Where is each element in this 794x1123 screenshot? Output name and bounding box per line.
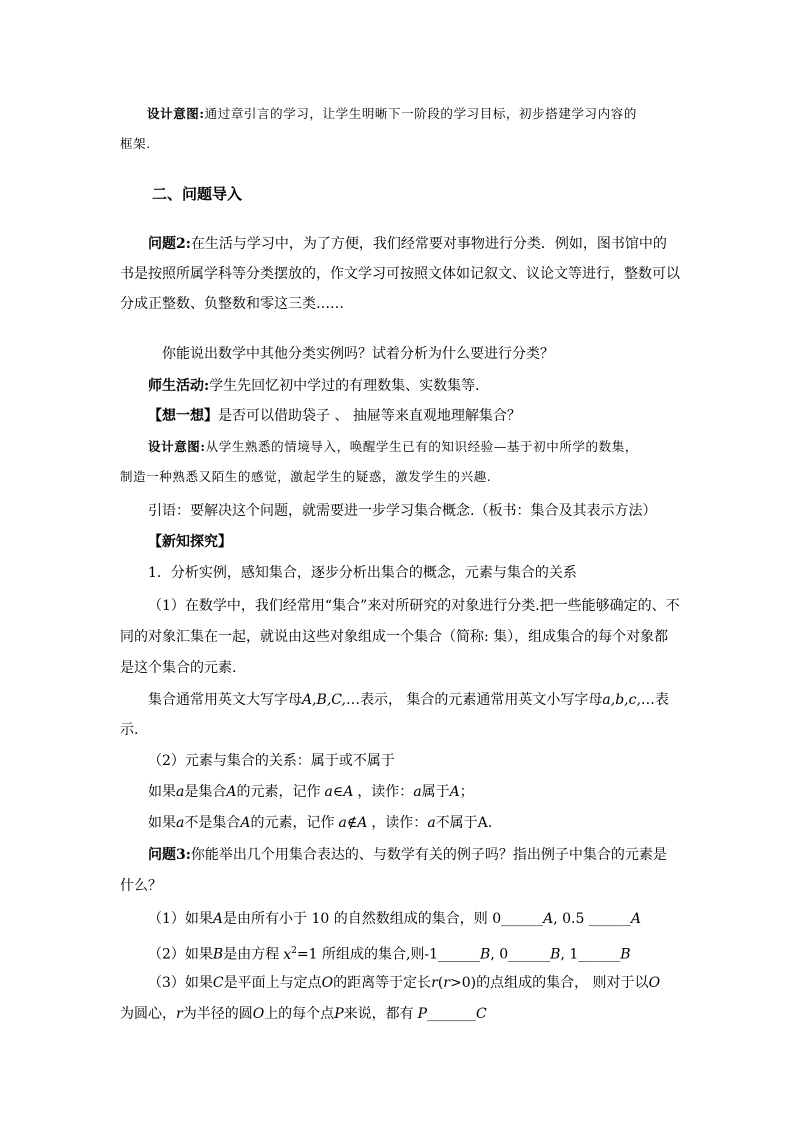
not-belong-notation: a∉A (338, 815, 368, 831)
text: _______ (427, 1006, 477, 1022)
notation-text: …表示， 集合的元素通常用英文小写字母 (345, 692, 603, 708)
text: 为半径的圆 (182, 1006, 253, 1022)
notation-text: 集合通常用英文大写字母 (148, 692, 302, 708)
var-A: A (240, 815, 251, 831)
belong-statement (148, 782, 474, 802)
var-O: O (252, 1006, 265, 1022)
design-intent-label: 设计意图: (147, 106, 205, 121)
question2-line1 (148, 234, 667, 254)
relation-heading: （2）元素与集合的关系：属于或不属于 (148, 753, 395, 769)
var-B: B (480, 946, 491, 963)
var-a: a (413, 784, 422, 800)
intro-statement: 引语：要解决这个问题，就需要进一步学习集合概念.（板书：集合及其表示方法） (148, 503, 657, 519)
question3-sub3-line1 (148, 973, 660, 993)
text: >0)的点组成的集合， 则对于以 (450, 975, 649, 991)
var-a: a (427, 815, 436, 831)
new-knowledge-item1: 1．分析实例，感知集合，逐步分析出集合的概念，元素与集合的关系 (148, 565, 577, 581)
text: 的距离等于定长 (333, 975, 432, 991)
design-intent-text: 通过章引言的学习，让学生明晰下一阶段的学习目标，初步搭建学习内容的 (204, 106, 637, 121)
text: 为圆心， (120, 1006, 176, 1022)
design-intent-text: 从学生熟悉的情境导入，唤醒学生已有的知识经验—基于初中所学的数集， (205, 439, 638, 454)
design-intent-label: 设计意图: (148, 439, 206, 454)
text: 来说，都有 (343, 1006, 414, 1022)
concept-paragraph-line1: （1）在数学中，我们经常用“集合”来对所研究的对象进行分类.把一些能够确定的、不 (148, 598, 680, 614)
text: 不是集合 (184, 815, 241, 831)
lowercase-letters: a,b,c, (602, 692, 641, 708)
text: （3）如果 (148, 975, 213, 991)
text: , 0.5 ______ (553, 911, 631, 927)
text: 如果 (148, 784, 176, 800)
think-label: 【想一想】 (148, 408, 218, 424)
question2-label: 问题2: (148, 236, 191, 252)
var-x: x (283, 946, 292, 963)
var-r: r (431, 975, 438, 991)
var-A: A (212, 911, 224, 927)
text: ，读作： (371, 815, 428, 831)
text: 是平面上与定点 (223, 975, 322, 991)
notation-paragraph-line1 (148, 690, 669, 710)
question3-line1 (148, 845, 667, 865)
question3-sub3-line2 (120, 1004, 487, 1024)
concept-paragraph-line2: 同的对象汇集在一起，就说由这些对象组成一个集合（简称: 集），组成集合的每个对象都 (120, 629, 669, 645)
text: 属于 (421, 784, 450, 800)
activity-text: 学生先回忆初中学过的有理数集、实数集等． (209, 378, 490, 394)
text: 是集合 (184, 784, 227, 800)
var-O: O (648, 975, 661, 991)
var-C: C (476, 1006, 487, 1022)
text: ( (437, 975, 444, 991)
think-prompt (148, 406, 521, 426)
var-A: A (449, 784, 460, 800)
text: , 1______ (560, 946, 621, 963)
text: 的元素，记作 (236, 784, 321, 800)
design-intent-2-line1 (148, 437, 638, 457)
var-C: C (212, 975, 224, 991)
var-A: A (630, 911, 641, 927)
teacher-student-activity (148, 376, 489, 396)
question3-sub2 (148, 941, 631, 965)
var-P: P (417, 1006, 428, 1022)
var-A: A (543, 911, 554, 927)
var-r: r (443, 975, 450, 991)
text: 是由方程 (223, 946, 280, 963)
text: （2）如果 (148, 946, 213, 963)
text: 不属于 (435, 815, 478, 831)
text: =1 所组成的集合,则-1______ (296, 946, 481, 963)
var-A: A. (477, 815, 493, 831)
section-heading-question-intro: 二、问题导入 (152, 185, 243, 203)
question2-line3: 分成正整数、负整数和零这三类…… (120, 296, 344, 312)
var-a: a (176, 784, 185, 800)
design-intent-2-line2: 制造一种熟悉又陌生的感觉，激起学生的疑惑，激发学生的兴趣. (120, 469, 492, 484)
var-B: B (212, 946, 224, 963)
question2-line4: 你能说出数学中其他分类实例吗？试着分析为什么要进行分类？ (162, 346, 554, 362)
var-r: r (176, 1006, 183, 1022)
var-P: P (334, 1006, 344, 1022)
question2-line2: 书是按照所属学科等分类摆放的，作文学习可按照文体如记叙文、议论文等进行，整数可以 (120, 266, 680, 282)
notation-paragraph-line2: 示. (120, 722, 139, 738)
text: 如果 (148, 815, 176, 831)
var-A: A (226, 784, 237, 800)
question3-label: 问题3: (148, 847, 191, 863)
belong-notation: a∈A (324, 784, 354, 800)
question3-line2: 什么？ (120, 878, 162, 894)
text: 上的每个点 (264, 1006, 335, 1022)
var-B: B (620, 946, 631, 963)
uppercase-letters: A,B,C, (302, 692, 346, 708)
text: ，读作： (357, 784, 414, 800)
design-intent-1-line1 (147, 104, 637, 124)
new-knowledge-heading: 【新知探究】 (148, 534, 232, 550)
question3-text: 你能举出几个用集合表达的、与数学有关的例子吗？指出例子中集合的元素是 (190, 847, 667, 863)
var-B: B (550, 946, 561, 963)
text: 是由所有小于 10 的自然数组成的集合，则 0______ (223, 911, 544, 927)
var-a: a (176, 815, 185, 831)
text: （1）如果 (148, 911, 213, 927)
text: , 0______ (490, 946, 551, 963)
question3-sub1 (148, 909, 641, 929)
concept-paragraph-line3: 是这个集合的元素. (120, 660, 237, 676)
text: ； (459, 784, 474, 800)
exponent: 2 (291, 946, 297, 956)
design-intent-1-line2: 框架. (120, 136, 151, 151)
var-O: O (321, 975, 334, 991)
notation-text: …表 (640, 692, 669, 708)
not-belong-statement (148, 813, 492, 833)
question2-text: 在生活与学习中，为了方便，我们经常要对事物进行分类．例如，图书馆中的 (190, 236, 667, 252)
text: 的元素，记作 (250, 815, 335, 831)
activity-label: 师生活动: (148, 378, 210, 394)
think-text: 是否可以借助袋子 、 抽屉等来直观地理解集合？ (218, 408, 521, 424)
